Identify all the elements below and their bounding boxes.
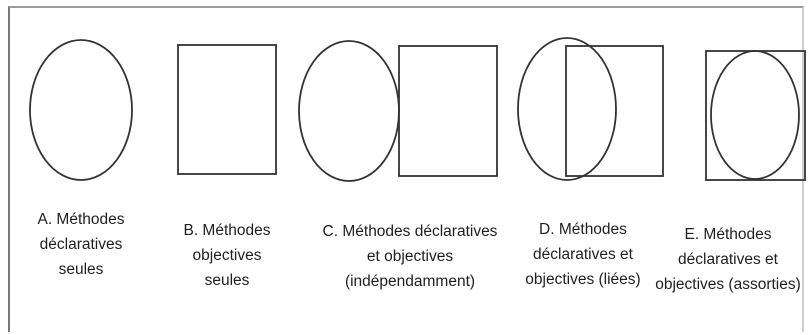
circle-a [30, 40, 132, 180]
caption-d-line-1: D. Méthodes [539, 221, 627, 238]
caption-e-line-1: E. Méthodes [684, 226, 772, 243]
caption-c-line-1: C. Méthodes déclaratives [322, 223, 498, 240]
caption-c [315, 219, 505, 294]
circle-e [711, 51, 799, 179]
caption-a-line-3: seules [58, 261, 104, 278]
square-e [706, 51, 805, 180]
caption-e-line-3: objectives (assorties) [655, 276, 801, 293]
caption-b-line-2: objectives [192, 247, 262, 264]
caption-e [652, 222, 804, 297]
caption-c-line-2: et objectives [366, 248, 454, 265]
caption-a-line-2: déclaratives [39, 236, 123, 253]
caption-b-line-3: seules [204, 272, 250, 289]
caption-b-line-1: B. Méthodes [183, 222, 271, 239]
caption-d-line-2: déclaratives et [533, 246, 633, 263]
caption-c-line-3: (indépendamment) [344, 273, 476, 290]
square-b [178, 45, 276, 174]
caption-a [22, 207, 140, 282]
caption-a-line-1: A. Méthodes [37, 211, 125, 228]
caption-d [518, 217, 648, 292]
square-c [399, 46, 497, 176]
caption-b [168, 218, 286, 293]
caption-d-line-3: objectives (liées) [525, 271, 641, 288]
square-d [566, 46, 663, 176]
circle-c [299, 41, 399, 181]
caption-e-line-2: déclaratives et [678, 251, 778, 268]
circle-d [518, 38, 616, 180]
